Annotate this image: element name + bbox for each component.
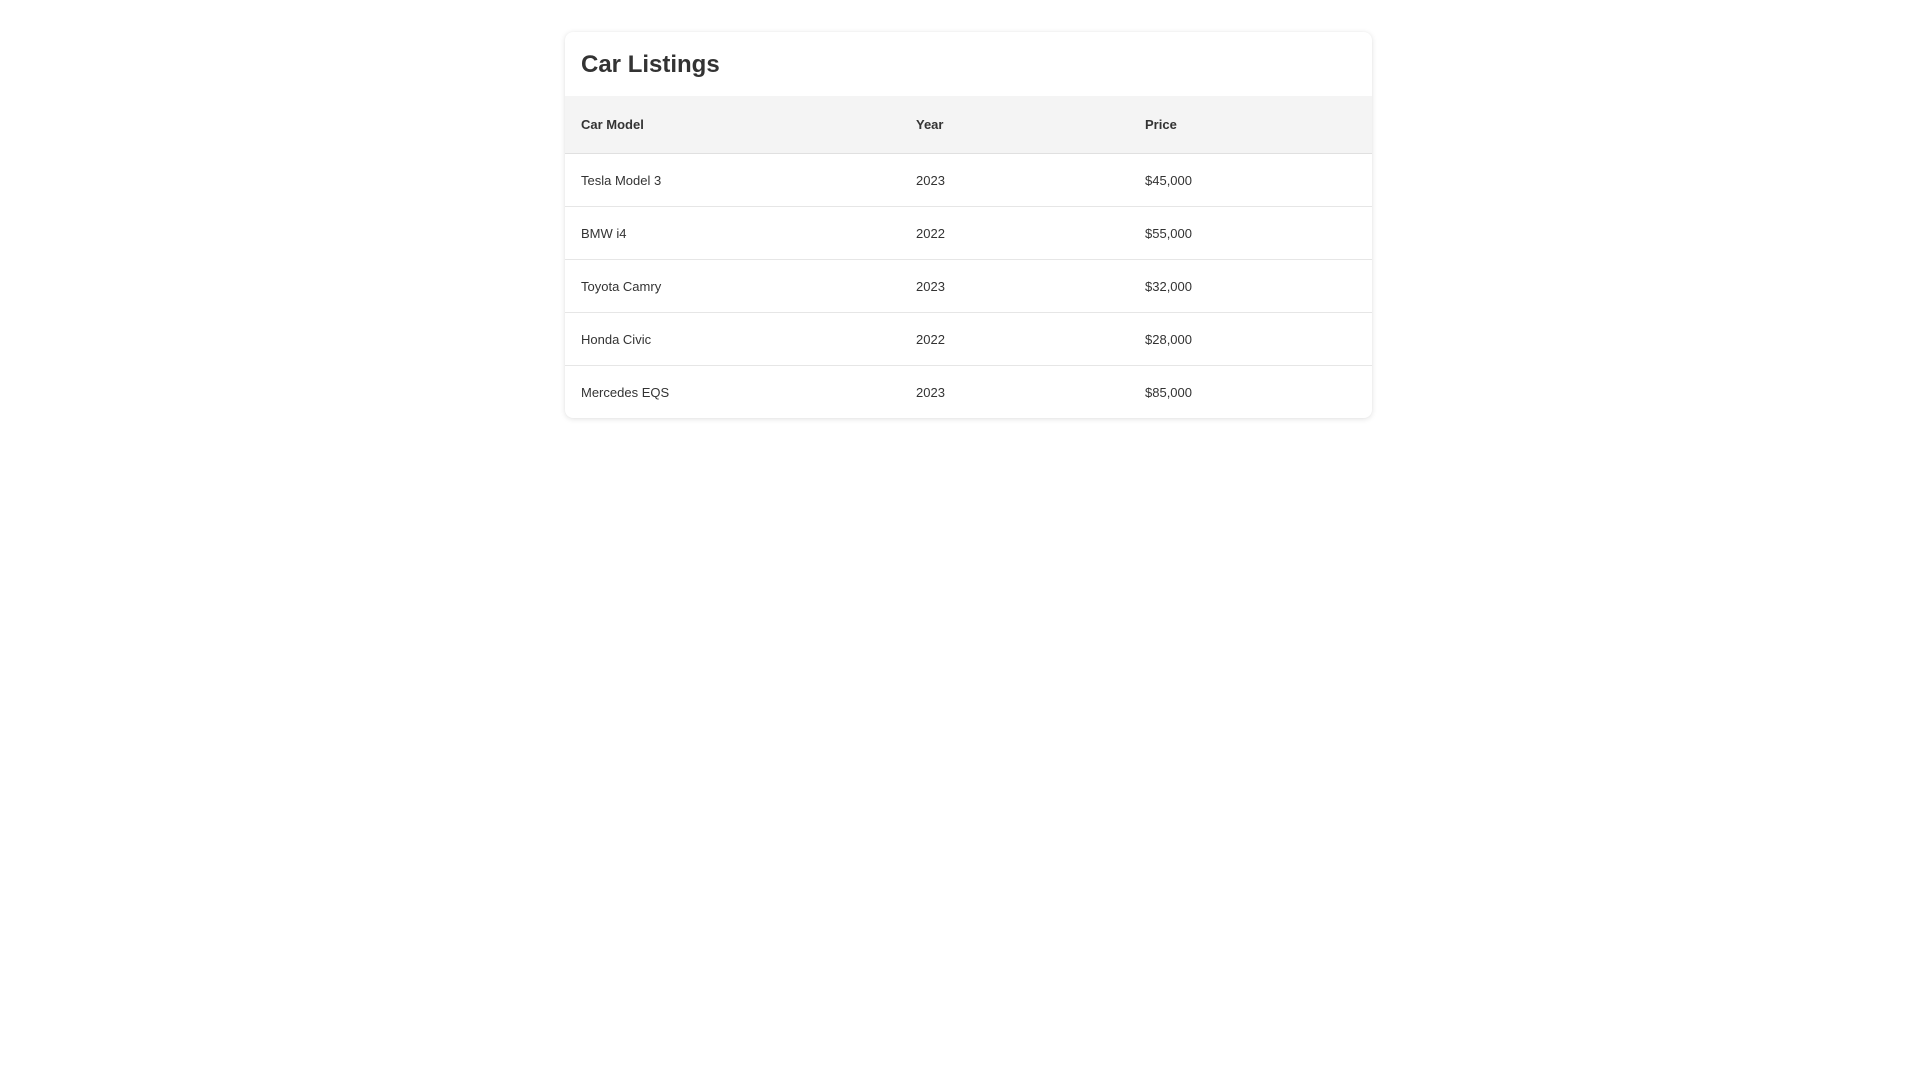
table-row[interactable] [565,313,1372,366]
table-row[interactable] [565,366,1372,419]
page-title: Car Listings [581,51,720,78]
cell-car-model: Toyota Camry [565,260,900,313]
cell-year: 2022 [900,313,1129,366]
car-listings-table [565,96,1372,418]
cell-price: $28,000 [1129,313,1372,366]
table-header-row [565,96,1372,154]
cell-price: $85,000 [1145,384,1192,400]
column-header-year[interactable]: Year [900,96,1129,154]
table-row[interactable] [565,260,1372,313]
table-row[interactable] [565,154,1372,207]
cell-year: 2022 [900,207,1129,260]
table-body [565,154,1372,419]
cell-price: $55,000 [1129,207,1372,260]
table-row[interactable] [565,207,1372,260]
column-header-price[interactable]: Price [1129,96,1372,154]
car-listings-card [565,32,1372,418]
column-header-car-model[interactable]: Car Model [565,96,900,154]
table-header [565,96,1372,154]
cell-year: 2023 [900,260,1129,313]
cell-car-model: BMW i4 [565,207,900,260]
cell-price: $32,000 [1129,260,1372,313]
cell-car-model: Tesla Model 3 [565,154,900,207]
cell-year: 2023 [916,384,945,400]
cell-year: 2023 [900,154,1129,207]
cell-price: $45,000 [1129,154,1372,207]
cell-car-model: Honda Civic [565,313,900,366]
cell-car-model: Mercedes EQS [581,384,670,400]
